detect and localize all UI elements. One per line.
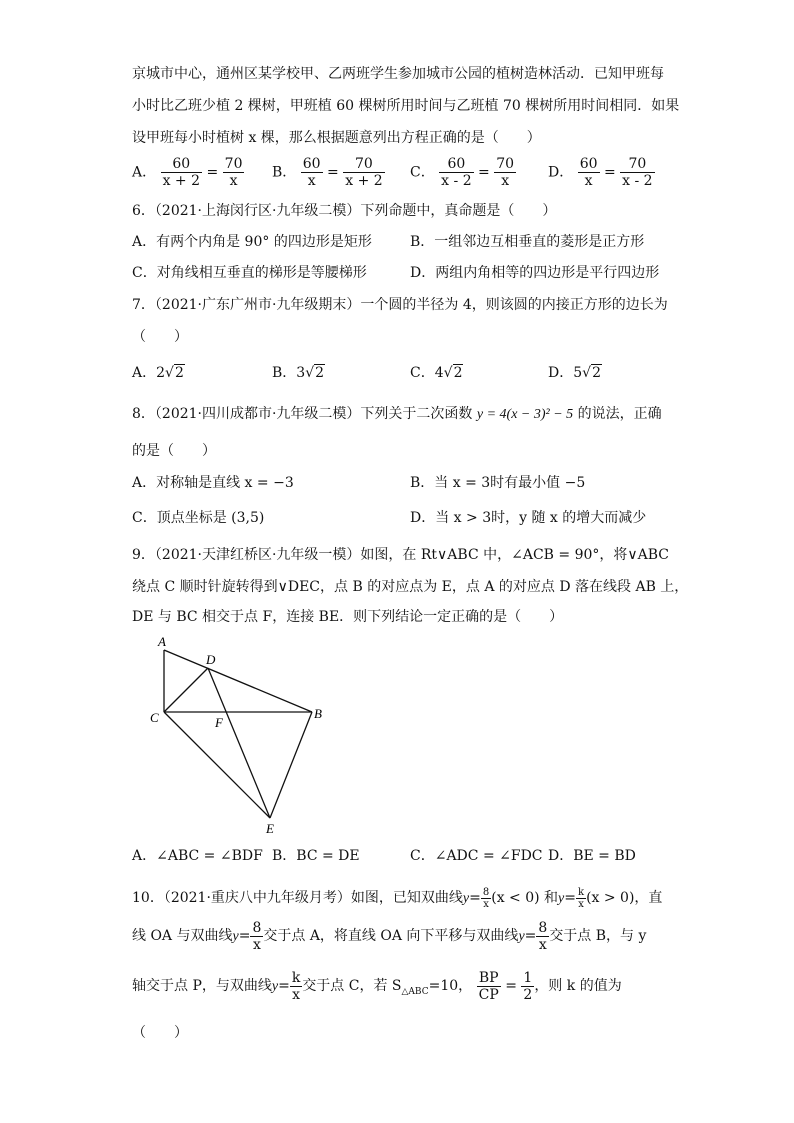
- q5-option-d[interactable]: D． $\frac{60}{x}$ = $\frac{70}{x - 2}$: [548, 156, 653, 189]
- q9-option-a[interactable]: A．∠ABC = ∠BDF: [132, 848, 263, 864]
- q5-option-b[interactable]: B． $\frac{60}{x}$ = $\frac{70}{x + 2}$: [272, 156, 383, 189]
- point-b-label: B: [314, 706, 322, 721]
- q9-line1: 9．（2021·天津红桥区·九年级一模）如图，在 Rt∨ABC 中，∠ACB = 90°，将∨ABC: [132, 547, 670, 563]
- fraction: $\frac{60}{x - 2}$: [441, 156, 472, 189]
- q8-option-d[interactable]: D．当 x > 3时，y 随 x 的增大而减少: [410, 510, 647, 526]
- q7-option-b[interactable]: B．3√2: [272, 365, 325, 381]
- q9-line3: DE 与 BC 相交于点 F，连接 BE．则下列结论一定正确的是（ ）: [132, 609, 564, 625]
- q7-option-d[interactable]: D．5√2: [548, 365, 601, 381]
- q5-line3: 设甲班每小时植树 x 棵，那么根据题意列出方程正确的是（ ）: [132, 130, 541, 146]
- q8-option-a[interactable]: A．对称轴是直线 x = −3: [132, 475, 294, 491]
- q8-formula: y = 4(x − 3)² − 5: [476, 407, 574, 422]
- q7-stem: 7．（2021·广东广州市·九年级期末）一个圆的半径为 4，则该圆的内接正方形的边长为: [132, 297, 668, 313]
- q6-option-c[interactable]: C．对角线相互垂直的梯形是等腰梯形: [132, 265, 367, 281]
- q7-paren: （ ）: [132, 329, 188, 345]
- segment-be: [270, 712, 312, 818]
- point-f-label: F: [215, 715, 223, 730]
- segment-cd: [164, 668, 208, 712]
- point-a-label: A: [158, 634, 166, 649]
- q9-option-b[interactable]: B．BC = DE: [272, 848, 360, 864]
- q10-paren: （ ）: [132, 1025, 188, 1041]
- q5-option-c[interactable]: C． $\frac{60}{x - 2}$ = $\frac{70}{x}$: [410, 156, 515, 189]
- q7-option-c[interactable]: C．4√2: [410, 365, 463, 381]
- q7-option-a[interactable]: A．2√2: [132, 365, 184, 381]
- q5-line1: 京城市中心，通州区某学校甲、乙两班学生参加城市公园的植树造林活动．已知甲班每: [132, 66, 664, 82]
- q8-line2: 的是（ ）: [132, 443, 216, 459]
- q9-geometry-figure: [140, 632, 340, 838]
- point-c-label: C: [150, 710, 159, 725]
- q6-option-a[interactable]: A．有两个内角是 90° 的四边形是矩形: [132, 234, 372, 250]
- fraction: $\frac{70}{x + 2}$: [345, 156, 383, 189]
- q9-option-d[interactable]: D．BE = BD: [548, 848, 636, 864]
- fraction: $\frac{70}{x}$: [496, 156, 515, 189]
- fraction: $\frac{70}{x}$: [224, 156, 243, 189]
- q6-stem: 6．（2021·上海闵行区·九年级二模）下列命题中，真命题是（ ）: [132, 203, 557, 219]
- q9-option-c[interactable]: C．∠ADC = ∠FDC: [410, 848, 543, 864]
- q10-line1: 10．（2021·重庆八中九年级月考）如图，已知双曲线y= $\frac{8}{x}$ (x < 0) 和y= $\frac{k}{x}$ (x > 0)，直: [132, 886, 663, 910]
- point-e-label: E: [266, 821, 274, 836]
- point-d-label: D: [206, 652, 216, 667]
- q10-line2: 线 OA 与双曲线y= $\frac{8}{x}$ 交于点 A，将直线 OA 向下平移与双曲线y= $\frac{8}{x}$ 交于点 B，与 y: [132, 919, 647, 953]
- q5-option-a[interactable]: A． $\frac{60}{x + 2}$ = $\frac{70}{x}$: [132, 156, 243, 189]
- fraction: $\frac{60}{x}$: [579, 156, 598, 189]
- q8-option-c[interactable]: C．顶点坐标是 (3,5): [132, 510, 265, 526]
- q9-line2: 绕点 C 顺时针旋转得到∨DEC，点 B 的对应点为 E，点 A 的对应点 D 落在线段 AB 上，: [132, 579, 689, 595]
- segment-ab: [164, 650, 312, 712]
- q5-line2: 小时比乙班少植 2 棵树，甲班植 60 棵树所用时间与乙班植 70 棵树所用时间相同．如果: [132, 98, 680, 114]
- q6-option-d[interactable]: D．两组内角相等的四边形是平行四边形: [410, 265, 660, 281]
- q6-option-b[interactable]: B．一组邻边互相垂直的菱形是正方形: [410, 234, 645, 250]
- q8-stem: 8．（2021·四川成都市·九年级二模）下列关于二次函数 y = 4(x − 3)² − 5 的说法，正确: [132, 406, 662, 422]
- fraction: $\frac{70}{x - 2}$: [622, 156, 653, 189]
- fraction: $\frac{60}{x}$: [302, 156, 321, 189]
- fraction: $\frac{60}{x + 2}$: [162, 156, 201, 189]
- q8-option-b[interactable]: B．当 x = 3时有最小值 −5: [410, 475, 586, 491]
- q10-line3: 轴交于点 P，与双曲线y= $\frac{k}{x}$ 交于点 C，若 $S_{\triangle ABC}=10$， $\frac{BP}{CP}$ = $\frac{1}{2}$ ，则 k 的值为: [132, 969, 622, 1003]
